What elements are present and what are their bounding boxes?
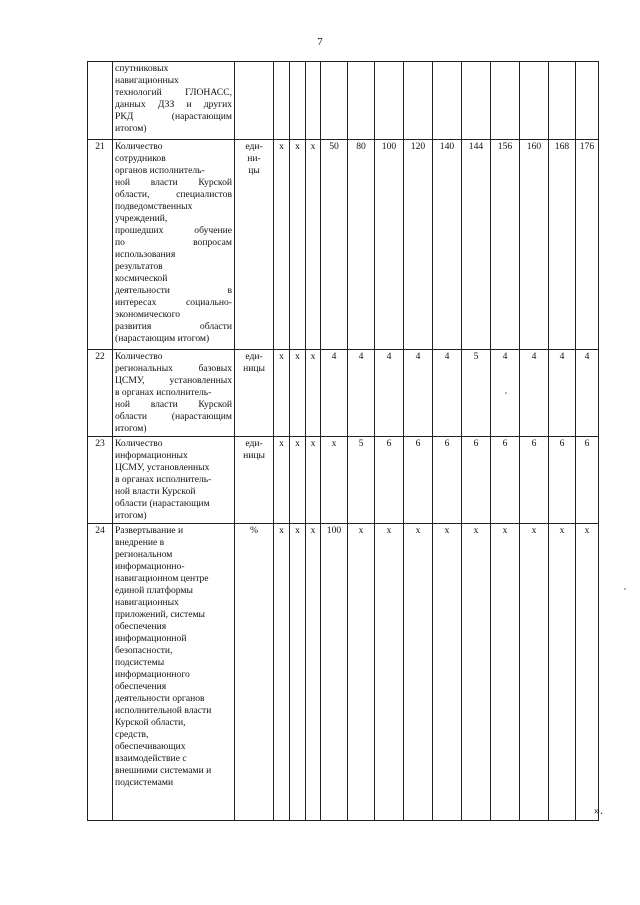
page-number: 7 (317, 36, 323, 48)
value-cell: х (462, 524, 491, 821)
indicator-name (113, 350, 235, 437)
indicator-name-line: информационно- (115, 561, 185, 572)
indicator-name-line: результатов (115, 261, 163, 272)
value-cell: 168 (549, 140, 576, 350)
indicator-name-line: области (нарастающим (115, 411, 232, 422)
table-row (88, 62, 599, 140)
unit-cell (235, 350, 274, 437)
value-cell: 100 (375, 140, 404, 350)
value-cell: 6 (462, 437, 491, 524)
indicator-name-line: информационного (115, 669, 190, 680)
indicator-name-line: навигационных (115, 75, 179, 86)
indicator-name-line: области, специалистов (115, 189, 232, 200)
row-number: 21 (88, 140, 113, 350)
scan-speck (505, 392, 507, 394)
value-cell: 144 (462, 140, 491, 350)
indicator-name-line: использования (115, 249, 176, 260)
indicator-name-line: навигационных (115, 597, 179, 608)
indicator-name-line: прошедших обучение (115, 225, 232, 236)
indicator-name-line: в органах исполнитель- (115, 474, 212, 485)
indicator-name-line: спутниковых (115, 63, 169, 74)
value-cell: 4 (491, 350, 520, 437)
indicator-name-line: ной власти Курской (115, 486, 196, 497)
indicator-name-line: данных ДЗЗ и других (115, 99, 232, 110)
value-cell: 4 (576, 350, 599, 437)
indicator-name-line: деятельности органов (115, 693, 205, 704)
value-cell (290, 62, 306, 140)
table-row (88, 140, 599, 350)
value-cell: 4 (520, 350, 549, 437)
value-cell: 6 (576, 437, 599, 524)
unit-line: ницы (243, 450, 265, 461)
indicator-name-line: ной власти Курской (115, 399, 232, 410)
indicator-name-line: органов исполнитель- (115, 165, 205, 176)
indicator-name-line: сотрудников (115, 153, 166, 164)
indicator-name (113, 524, 235, 821)
value-cell: 100 (321, 524, 348, 821)
value-cell (348, 62, 375, 140)
unit-line: еди- (245, 438, 263, 449)
value-cell: х (404, 524, 433, 821)
row-number: 23 (88, 437, 113, 524)
value-cell (520, 62, 549, 140)
value-cell: 156 (491, 140, 520, 350)
indicator-name-line: РКД (нарастающим (115, 111, 232, 122)
indicator-name-line: исполнительной власти (115, 705, 212, 716)
indicator-name-line: в органах исполнитель- (115, 387, 212, 398)
value-cell (404, 62, 433, 140)
indicator-name-line: обеспечения (115, 681, 167, 692)
row-number: 24 (88, 524, 113, 821)
value-cell: 4 (433, 350, 462, 437)
value-cell: 6 (404, 437, 433, 524)
value-cell: 120 (404, 140, 433, 350)
value-cell: х (549, 524, 576, 821)
indicator-name-line: технологий ГЛОНАСС, (115, 87, 232, 98)
indicator-name-line: безопасности, (115, 645, 173, 656)
scan-speck (624, 588, 626, 590)
value-cell: 6 (375, 437, 404, 524)
value-cell (491, 62, 520, 140)
indicator-name-line: Курской области, (115, 717, 186, 728)
value-cell (549, 62, 576, 140)
value-cell: х (576, 524, 599, 821)
indicator-name-line: космической (115, 273, 168, 284)
value-cell: 4 (348, 350, 375, 437)
value-cell: х (306, 350, 321, 437)
value-cell (274, 62, 290, 140)
indicator-name (113, 62, 235, 140)
value-cell: 4 (321, 350, 348, 437)
value-cell: 6 (549, 437, 576, 524)
row-number (88, 62, 113, 140)
value-cell (576, 62, 599, 140)
indicator-name-line: навигационном центре (115, 573, 209, 584)
indicator-name-line: внешними системами и (115, 765, 212, 776)
value-cell: х (306, 140, 321, 350)
value-cell (433, 62, 462, 140)
indicator-name-line: ЦСМУ, установленных (115, 375, 232, 386)
indicator-name-line: подведомственных (115, 201, 193, 212)
value-cell: 5 (348, 437, 375, 524)
indicator-name-line: Количество (115, 438, 163, 449)
indicator-name-line: Развертывание и (115, 525, 184, 536)
value-cell (321, 62, 348, 140)
value-cell: 6 (433, 437, 462, 524)
indicator-name-line: подсистемы (115, 657, 165, 668)
unit-line: ницы (243, 363, 265, 374)
unit-line: еди- (245, 351, 263, 362)
value-cell: 4 (375, 350, 404, 437)
indicator-name-line: подсистемами (115, 777, 174, 788)
value-cell: х (290, 140, 306, 350)
unit-cell (235, 62, 274, 140)
value-cell: 6 (491, 437, 520, 524)
value-cell: 50 (321, 140, 348, 350)
value-cell: х (290, 524, 306, 821)
value-cell: х (321, 437, 348, 524)
value-cell: х (348, 524, 375, 821)
indicator-name-line: итогом) (115, 423, 147, 434)
indicator-name-line: средств, (115, 729, 149, 740)
value-cell (375, 62, 404, 140)
value-cell: 5 (462, 350, 491, 437)
indicator-name-line: региональных базовых (115, 363, 232, 374)
value-cell: х (491, 524, 520, 821)
indicator-name-line: (нарастающим итогом) (115, 333, 210, 344)
value-cell: х (306, 524, 321, 821)
unit-line: ни- (247, 153, 261, 164)
unit-cell (235, 437, 274, 524)
indicator-name-line: развития области (115, 321, 232, 332)
value-cell: х (290, 350, 306, 437)
value-cell (306, 62, 321, 140)
value-cell: 4 (549, 350, 576, 437)
table-row (88, 437, 599, 524)
indicator-name-line: обеспечения (115, 621, 167, 632)
value-cell: х (306, 437, 321, 524)
unit-cell (235, 524, 274, 821)
indicator-name-line: взаимодействие с (115, 753, 187, 764)
value-cell: х (274, 524, 290, 821)
unit-line: еди- (245, 141, 263, 152)
indicator-name-line: информационных (115, 450, 188, 461)
value-cell: х (290, 437, 306, 524)
indicator-name (113, 140, 235, 350)
closing-quote: ». (594, 803, 603, 817)
indicator-name-line: Количество (115, 351, 163, 362)
value-cell: х (520, 524, 549, 821)
indicator-name-line: обеспечивающих (115, 741, 186, 752)
table-row (88, 524, 599, 821)
indicators-table (87, 61, 599, 821)
indicator-name (113, 437, 235, 524)
indicator-name-line: региональном (115, 549, 173, 560)
indicator-name-line: учреждений, (115, 213, 168, 224)
unit-line: цы (248, 165, 260, 176)
value-cell: 140 (433, 140, 462, 350)
value-cell: х (375, 524, 404, 821)
value-cell: х (274, 350, 290, 437)
value-cell: х (274, 437, 290, 524)
indicator-name-line: итогом) (115, 123, 147, 134)
value-cell: 4 (404, 350, 433, 437)
value-cell: 80 (348, 140, 375, 350)
value-cell: 6 (520, 437, 549, 524)
indicator-name-line: по вопросам (115, 237, 232, 248)
indicator-name-line: внедрение в (115, 537, 165, 548)
value-cell: 160 (520, 140, 549, 350)
row-number: 22 (88, 350, 113, 437)
table-row (88, 350, 599, 437)
unit-cell (235, 140, 274, 350)
indicator-name-line: деятельности в (115, 285, 232, 296)
indicator-name-line: приложений, системы (115, 609, 205, 620)
value-cell: 176 (576, 140, 599, 350)
indicator-name-line: экономического (115, 309, 181, 320)
value-cell (462, 62, 491, 140)
indicator-name-line: итогом) (115, 510, 147, 521)
indicator-name-line: интересах социально- (115, 297, 232, 308)
indicator-name-line: области (нарастающим (115, 498, 210, 509)
indicator-name-line: Количество (115, 141, 163, 152)
value-cell: х (274, 140, 290, 350)
value-cell: х (433, 524, 462, 821)
indicator-name-line: ЦСМУ, установленных (115, 462, 210, 473)
indicator-name-line: ной власти Курской (115, 177, 232, 188)
unit-line: % (250, 525, 258, 536)
indicator-name-line: информационной (115, 633, 187, 644)
indicator-name-line: единой платформы (115, 585, 193, 596)
